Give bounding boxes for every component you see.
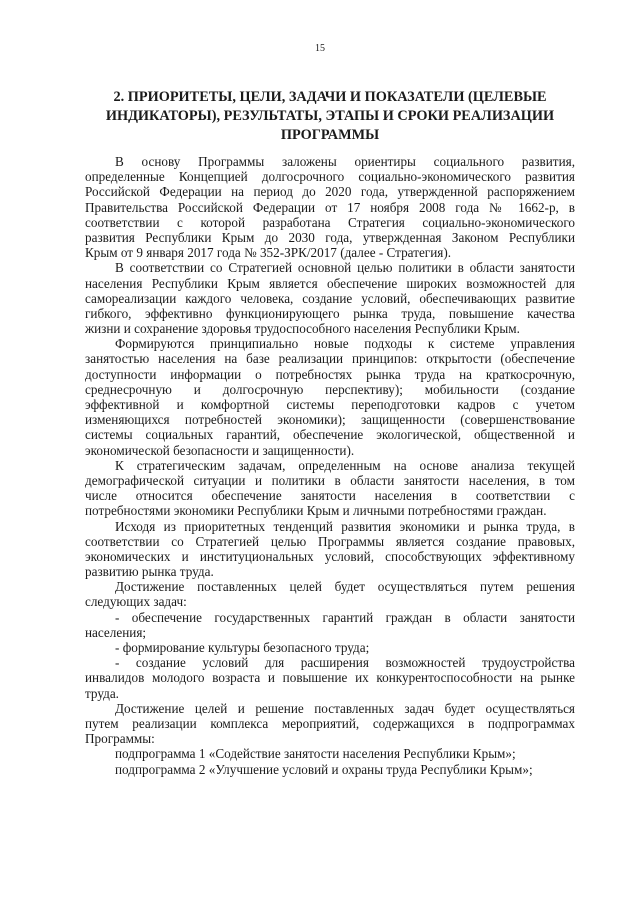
text-line: Крым от 9 января 2017 года № 352-ЗРК/2017 (далее - Стратегия). (85, 245, 452, 261)
paragraph (85, 260, 575, 336)
heading-line: ИНДИКАТОРЫ), РЕЗУЛЬТАТЫ, ЭТАПЫ И СРОКИ РЕАЛИЗАЦИИ (105, 108, 555, 124)
page-number: 15 (315, 43, 325, 54)
text-line: жизни и сохранение здоровья трудоспособного населения Республики Крым. (85, 321, 520, 337)
text-line: В соответствии со Стратегией основной целью политики в области занятости (115, 260, 575, 276)
text-line: Исходя из приоритетных тенденций развития экономики и рынка труда, в (115, 518, 575, 534)
text-line: подпрограмма 2 «Улучшение условий и охраны труда Республики Крым»; (115, 761, 533, 777)
text-line: среднесрочную и долгосрочную перспективу); мобильности (создание (85, 381, 575, 397)
text-line: путем реализации комплекса мероприятий, содержащихся в подпрограммах (85, 715, 575, 731)
paragraph (85, 579, 575, 609)
text-line: изменяющихся потребностей экономики); защищенности (совершенствование (85, 412, 575, 428)
text-line: гибкого, эффективно функционирующего рынка труда, повышение качества (85, 305, 575, 321)
text-line: Достижение целей и решение поставленных задач будет осуществляться (115, 700, 575, 716)
text-line: Формируются принципиально новые подходы к системе управления (115, 336, 575, 352)
paragraph (85, 154, 575, 260)
paragraph (85, 701, 575, 747)
heading-line: 2. ПРИОРИТЕТЫ, ЦЕЛИ, ЗАДАЧИ И ПОКАЗАТЕЛИ (ЦЕЛЕВЫЕ (113, 89, 547, 105)
paragraph (85, 640, 575, 655)
body-text (85, 154, 575, 777)
text-line: системы социальных гарантий, обеспечение экологической, общественной и (85, 427, 575, 443)
text-line: населения; (85, 624, 147, 640)
text-line: К стратегическим задачам, определенным на основе анализа текущей (115, 457, 575, 473)
text-line: экономической безопасности и защищенности). (85, 442, 355, 458)
text-line: труда. (85, 685, 119, 701)
text-line: потребностями экономики Республики Крым и личными потребностями граждан. (85, 503, 547, 519)
text-line: Правительства Российской Федерации от 17 ноября 2008 года № 1662-р, в (85, 199, 575, 215)
text-line: развитию рынка труда. (85, 564, 214, 580)
text-line: Российской Федерации на период до 2020 года, утвержденной распоряжением (85, 184, 575, 200)
text-line: - обеспечение государственных гарантий граждан в области занятости (115, 609, 575, 625)
paragraph (85, 610, 575, 640)
text-line: подпрограмма 1 «Содействие занятости населения Республики Крым»; (115, 746, 516, 762)
text-line: соответствии со Стратегией целью Программы является создание правовых, (85, 533, 575, 549)
text-line: инвалидов молодого возраста и повышение их конкурентоспособности на рынке (85, 670, 575, 686)
text-line: соответствии с которой разработана Стратегия социально-экономического (85, 214, 575, 230)
text-line: населения Республики Крым является обеспечение широких возможностей для (85, 275, 575, 291)
section-heading (85, 88, 575, 145)
text-line: Достижение поставленных целей будет осуществляться путем решения (115, 579, 575, 595)
paragraph (85, 762, 575, 777)
text-line: - создание условий для расширения возможностей трудоустройства (115, 655, 575, 671)
text-line: Программы: (85, 731, 155, 747)
paragraph (85, 519, 575, 580)
paragraph (85, 458, 575, 519)
text-line: эффективной и комфортной системы переподготовки кадров с учетом (85, 397, 575, 412)
paragraph (85, 336, 575, 458)
heading-line: ПРОГРАММЫ (280, 127, 380, 143)
text-line: демографической ситуации и политики в области занятости населения, в том (85, 472, 575, 488)
text-line: развития Республики Крым до 2030 года, утвержденная Законом Республики (85, 229, 575, 245)
text-line: следующих задач: (85, 594, 187, 610)
text-line: самореализации каждого человека, создание условий, обеспечивающих развитие (85, 290, 575, 306)
text-line: числе относится обеспечение занятости населения в соответствии с (85, 488, 575, 504)
text-line: доступности информации о потребностях рынка труда на краткосрочную, (85, 366, 575, 382)
text-line: В основу Программы заложены ориентиры социального развития, (115, 154, 575, 169)
text-line: занятостью населения на базе реализации принципов: открытости (обеспечение (85, 351, 575, 367)
paragraph (85, 655, 575, 701)
text-line: определенные Концепцией долгосрочного социально-экономического развития (85, 169, 575, 185)
text-line: - формирование культуры безопасного труда; (115, 640, 370, 655)
paragraph (85, 746, 575, 761)
text-line: экономических и институциональных условий, способствующих эффективному (85, 548, 575, 564)
